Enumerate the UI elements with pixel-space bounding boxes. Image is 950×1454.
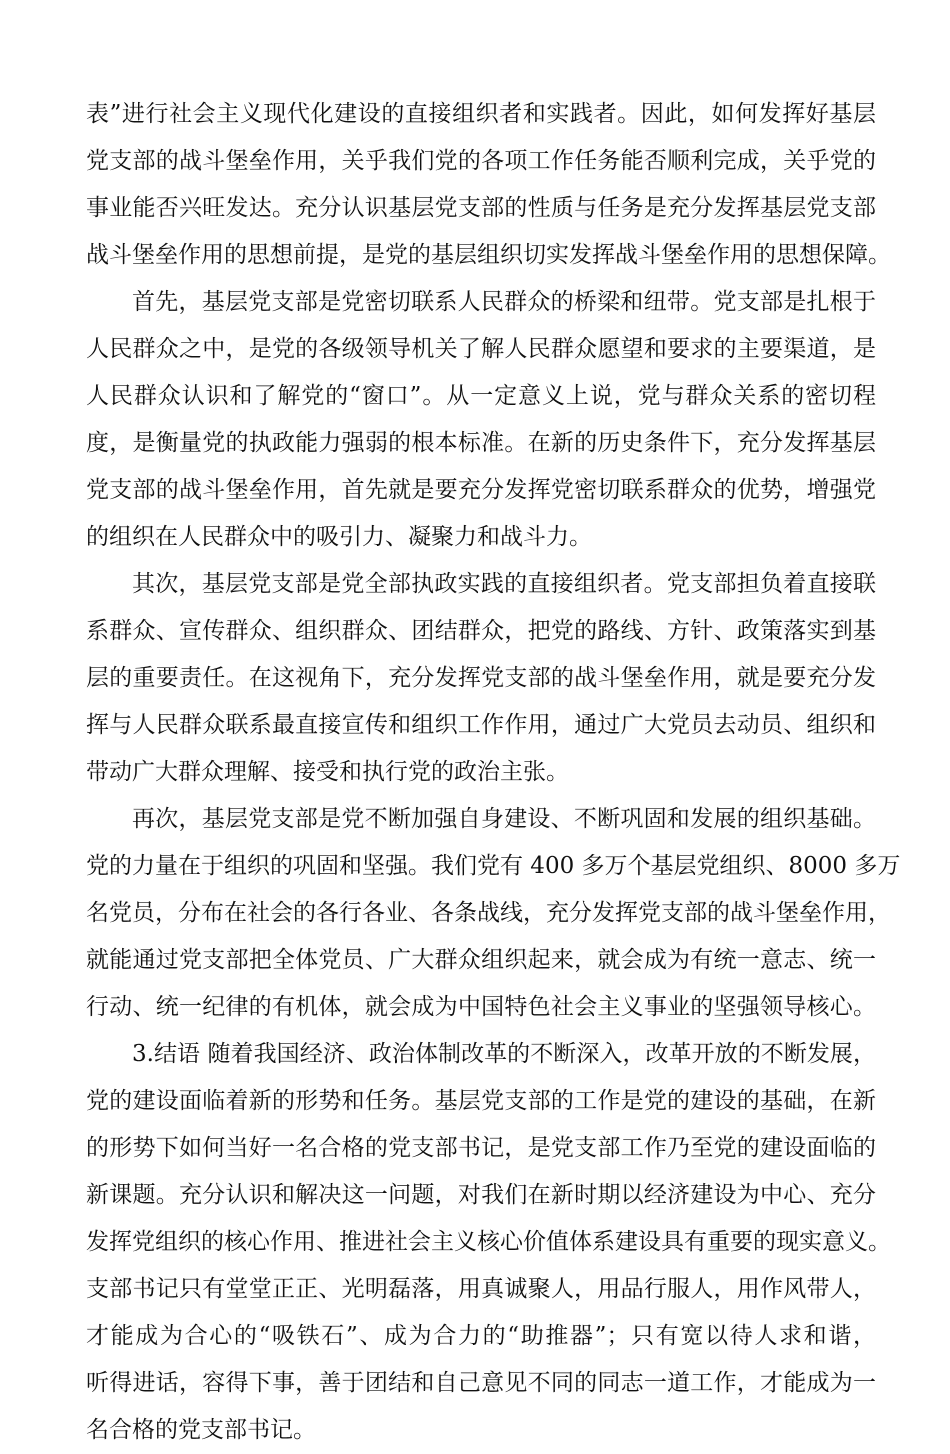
- text-line: 才能成为合心的“吸铁石”、成为合力的“助推器”；只有宽以待人求和谐，: [86, 1323, 876, 1349]
- paragraph-first-line: 首先，基层党支部是党密切联系人民群众的桥梁和纽带。党支部是扎根于: [132, 289, 876, 315]
- text-line: 党的建设面临着新的形势和任务。基层党支部的工作是党的建设的基础，在新: [86, 1088, 876, 1114]
- text-line: 人民群众之中，是党的各级领导机关了解人民群众愿望和要求的主要渠道，是: [86, 336, 876, 362]
- text-line: 系群众、宣传群众、组织群众、团结群众，把党的路线、方针、政策落实到基: [86, 618, 876, 644]
- text-line: 人民群众认识和了解党的“窗口”。从一定意义上说，党与群众关系的密切程: [86, 383, 876, 409]
- text-line: 党支部的战斗堡垒作用，关乎我们党的各项工作任务能否顺利完成，关乎党的: [86, 148, 876, 174]
- text-line: 名党员，分布在社会的各行各业、各条战线，充分发挥党支部的战斗堡垒作用，: [86, 900, 891, 926]
- text-line: 发挥党组织的核心作用、推进社会主义核心价值体系建设具有重要的现实意义。: [86, 1229, 891, 1255]
- text-line: 行动、统一纪律的有机体，就会成为中国特色社会主义事业的坚强领导核心。: [86, 994, 876, 1020]
- text-line: 党的力量在于组织的巩固和坚强。我们党有 400 多万个基层党组织、8000 多万: [86, 853, 901, 879]
- text-line: 表”进行社会主义现代化建设的直接组织者和实践者。因此，如何发挥好基层: [86, 101, 876, 127]
- text-line: 就能通过党支部把全体党员、广大群众组织起来，就会成为有统一意志、统一: [86, 947, 876, 973]
- text-line: 度，是衡量党的执政能力强弱的根本标准。在新的历史条件下，充分发挥基层: [86, 430, 876, 456]
- text-line: 挥与人民群众联系最直接宣传和组织工作作用，通过广大党员去动员、组织和: [86, 712, 876, 738]
- text-line: 党支部的战斗堡垒作用，首先就是要充分发挥党密切联系群众的优势，增强党: [86, 477, 876, 503]
- paragraph-first-line: 3.结语 随着我国经济、政治体制改革的不断深入，改革开放的不断发展，: [132, 1041, 876, 1067]
- text-line: 新课题。充分认识和解决这一问题，对我们在新时期以经济建设为中心、充分: [86, 1182, 876, 1208]
- paragraph-first-line: 其次，基层党支部是党全部执政实践的直接组织者。党支部担负着直接联: [132, 571, 876, 597]
- text-line: 事业能否兴旺发达。充分认识基层党支部的性质与任务是充分发挥基层党支部: [86, 195, 876, 221]
- paragraph-last-line: 带动广大群众理解、接受和执行党的政治主张。: [86, 759, 569, 785]
- text-line: 层的重要责任。在这视角下，充分发挥党支部的战斗堡垒作用，就是要充分发: [86, 665, 876, 691]
- text-line: 战斗堡垒作用的思想前提，是党的基层组织切实发挥战斗堡垒作用的思想保障。: [86, 242, 891, 268]
- paragraph-last-line: 的组织在人民群众中的吸引力、凝聚力和战斗力。: [86, 524, 592, 550]
- document-body: [86, 91, 901, 1454]
- text-line: 支部书记只有堂堂正正、光明磊落，用真诚聚人，用品行服人，用作风带人，: [86, 1276, 876, 1302]
- paragraph-first-line: 再次，基层党支部是党不断加强自身建设、不断巩固和发展的组织基础。: [132, 806, 876, 832]
- text-line: 的形势下如何当好一名合格的党支部书记，是党支部工作乃至党的建设面临的: [86, 1135, 876, 1161]
- text-line: 听得进话，容得下事，善于团结和自己意见不同的同志一道工作，才能成为一: [86, 1370, 876, 1396]
- paragraph-last-line: 名合格的党支部书记。: [86, 1417, 316, 1443]
